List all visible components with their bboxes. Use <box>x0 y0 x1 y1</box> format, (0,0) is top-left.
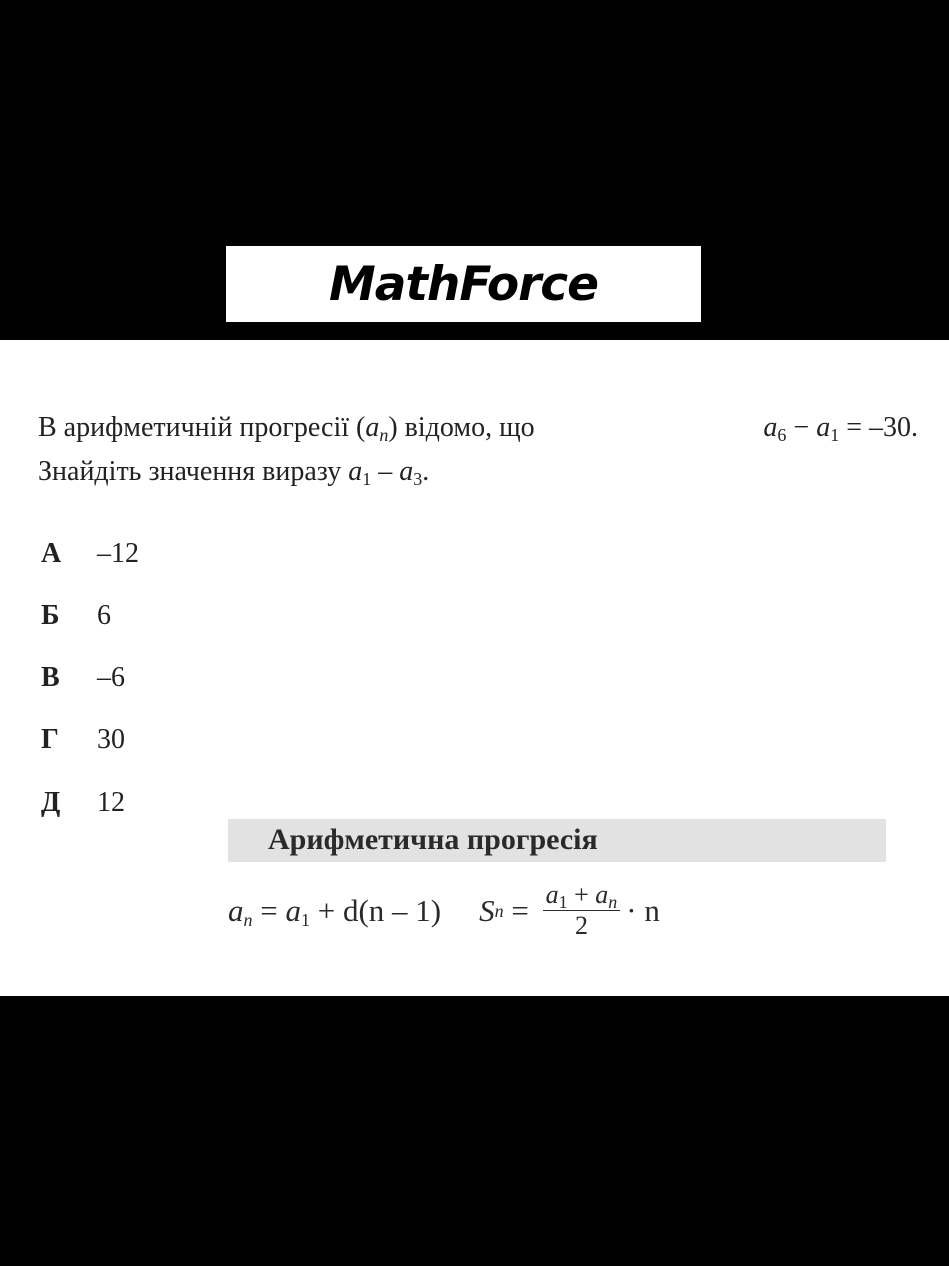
option-b[interactable]: Б 6 <box>41 600 111 631</box>
nth-term-formula: $a_n = a_1 + d(n - 1)$ <box>228 892 442 930</box>
mathforce-logo: MathForce <box>226 246 701 322</box>
sum-formula: S n = $\frac{a_1 + a_n}{2}$ · n <box>479 880 660 940</box>
option-d[interactable]: Д 12 <box>41 787 125 818</box>
option-a[interactable]: А –12 <box>41 538 139 569</box>
reference-title-bar: Арифметична прогресія <box>228 819 886 862</box>
problem-line-2: Знайдіть значення виразу $a_1 - a_3$. <box>38 456 430 489</box>
option-v[interactable]: В –6 <box>41 662 125 693</box>
reference-formulas <box>228 880 660 941</box>
problem-statement <box>38 406 918 494</box>
problem-page <box>0 340 949 996</box>
problem-line-1: В арифметичній прогресії $(a_n)$ відомо, що $a_6 - a_1 = -30$. <box>38 412 918 445</box>
option-g[interactable]: Г 30 <box>41 724 125 755</box>
